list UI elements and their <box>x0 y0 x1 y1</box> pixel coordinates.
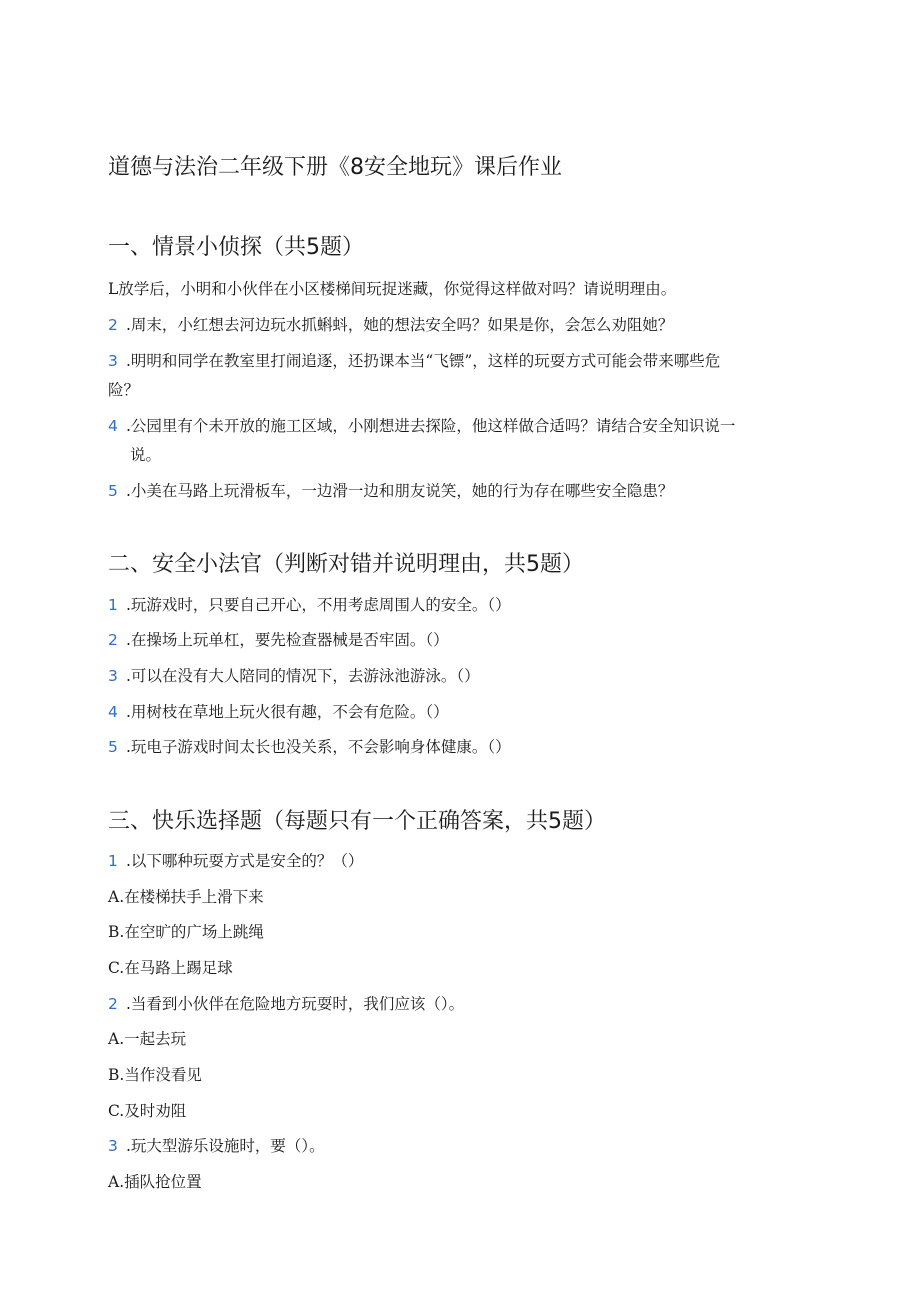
question-text: .玩大型游乐设施时，要（）。 <box>126 1137 325 1155</box>
s1-question-3 <box>108 351 720 371</box>
s3-q2-option-b: B.当作没看见 <box>108 1066 202 1084</box>
s2-item-5 <box>108 737 511 757</box>
question-number: 1 <box>108 852 118 870</box>
item-text: .用树枝在草地上玩火很有趣，不会有危险。（） <box>126 703 449 721</box>
s3-q1-option-b: B.在空旷的广场上跳绳 <box>108 923 264 941</box>
s3-q3-option-a: A.插队抢位置 <box>108 1173 202 1191</box>
s2-item-2 <box>108 630 449 650</box>
question-number: 2 <box>108 316 118 334</box>
s3-question-1 <box>108 851 363 871</box>
s1-question-4-cont: 说。 <box>130 446 162 464</box>
s1-question-3-cont: 险？ <box>108 381 140 399</box>
question-number: 3 <box>108 1137 118 1155</box>
s1-question-2 <box>108 315 673 335</box>
s3-q2-option-c: C.及时劝阻 <box>108 1102 187 1120</box>
question-text: .周末，小红想去河边玩水抓蝌蚪，她的想法安全吗？如果是你，会怎么劝阻她？ <box>126 316 674 334</box>
s1-question-4 <box>108 416 735 436</box>
s3-q1-option-a: A.在楼梯扶手上滑下来 <box>108 888 264 906</box>
section1-heading: 一、情景小侦探（共5题） <box>108 235 364 260</box>
section2-heading: 二、安全小法官（判断对错并说明理由，共5题） <box>108 552 584 577</box>
question-number: 2 <box>108 995 118 1013</box>
question-number: 4 <box>108 417 118 435</box>
s1-question-5 <box>108 481 673 501</box>
s2-item-4 <box>108 702 449 722</box>
s2-item-3 <box>108 666 480 686</box>
item-number: 4 <box>108 703 118 721</box>
item-text: .玩游戏时，只要自己开心，不用考虑周围人的安全。（） <box>126 596 511 614</box>
item-number: 1 <box>108 596 118 614</box>
s3-question-2 <box>108 994 464 1014</box>
question-text: .公园里有个未开放的施工区域，小刚想进去探险，他这样做合适吗？请结合安全知识说一 <box>126 417 736 435</box>
item-text: .在操场上玩单杠，要先检查器械是否牢固。（） <box>126 631 449 649</box>
document-title: 道德与法治二年级下册《8安全地玩》课后作业 <box>108 155 562 180</box>
s3-q2-option-a: A.一起去玩 <box>108 1030 187 1048</box>
question-text: .当看到小伙伴在危险地方玩耍时，我们应该（）。 <box>126 995 465 1013</box>
s1-question-1: L放学后，小明和小伙伴在小区楼梯间玩捉迷藏，你觉得这样做对吗？请说明理由。 <box>108 280 677 298</box>
s3-q1-option-c: C.在马路上踢足球 <box>108 959 233 977</box>
item-text: .可以在没有大人陪同的情况下，去游泳池游泳。（） <box>126 667 480 685</box>
question-text: .小美在马路上玩滑板车，一边滑一边和朋友说笑，她的行为存在哪些安全隐患？ <box>126 482 674 500</box>
question-text: .以下哪种玩耍方式是安全的？（） <box>126 852 364 870</box>
question-text: .明明和同学在教室里打闹追逐，还扔课本当“飞镖”，这样的玩耍方式可能会带来哪些危 <box>126 352 721 370</box>
question-number: 5 <box>108 482 118 500</box>
s2-item-1 <box>108 595 511 615</box>
item-number: 5 <box>108 738 118 756</box>
item-text: .玩电子游戏时间太长也没关系，不会影响身体健康。（） <box>126 738 511 756</box>
section3-heading: 三、快乐选择题（每题只有一个正确答案，共5题） <box>108 809 606 834</box>
s3-question-3 <box>108 1136 325 1156</box>
item-number: 2 <box>108 631 118 649</box>
item-number: 3 <box>108 667 118 685</box>
question-number: 3 <box>108 352 118 370</box>
